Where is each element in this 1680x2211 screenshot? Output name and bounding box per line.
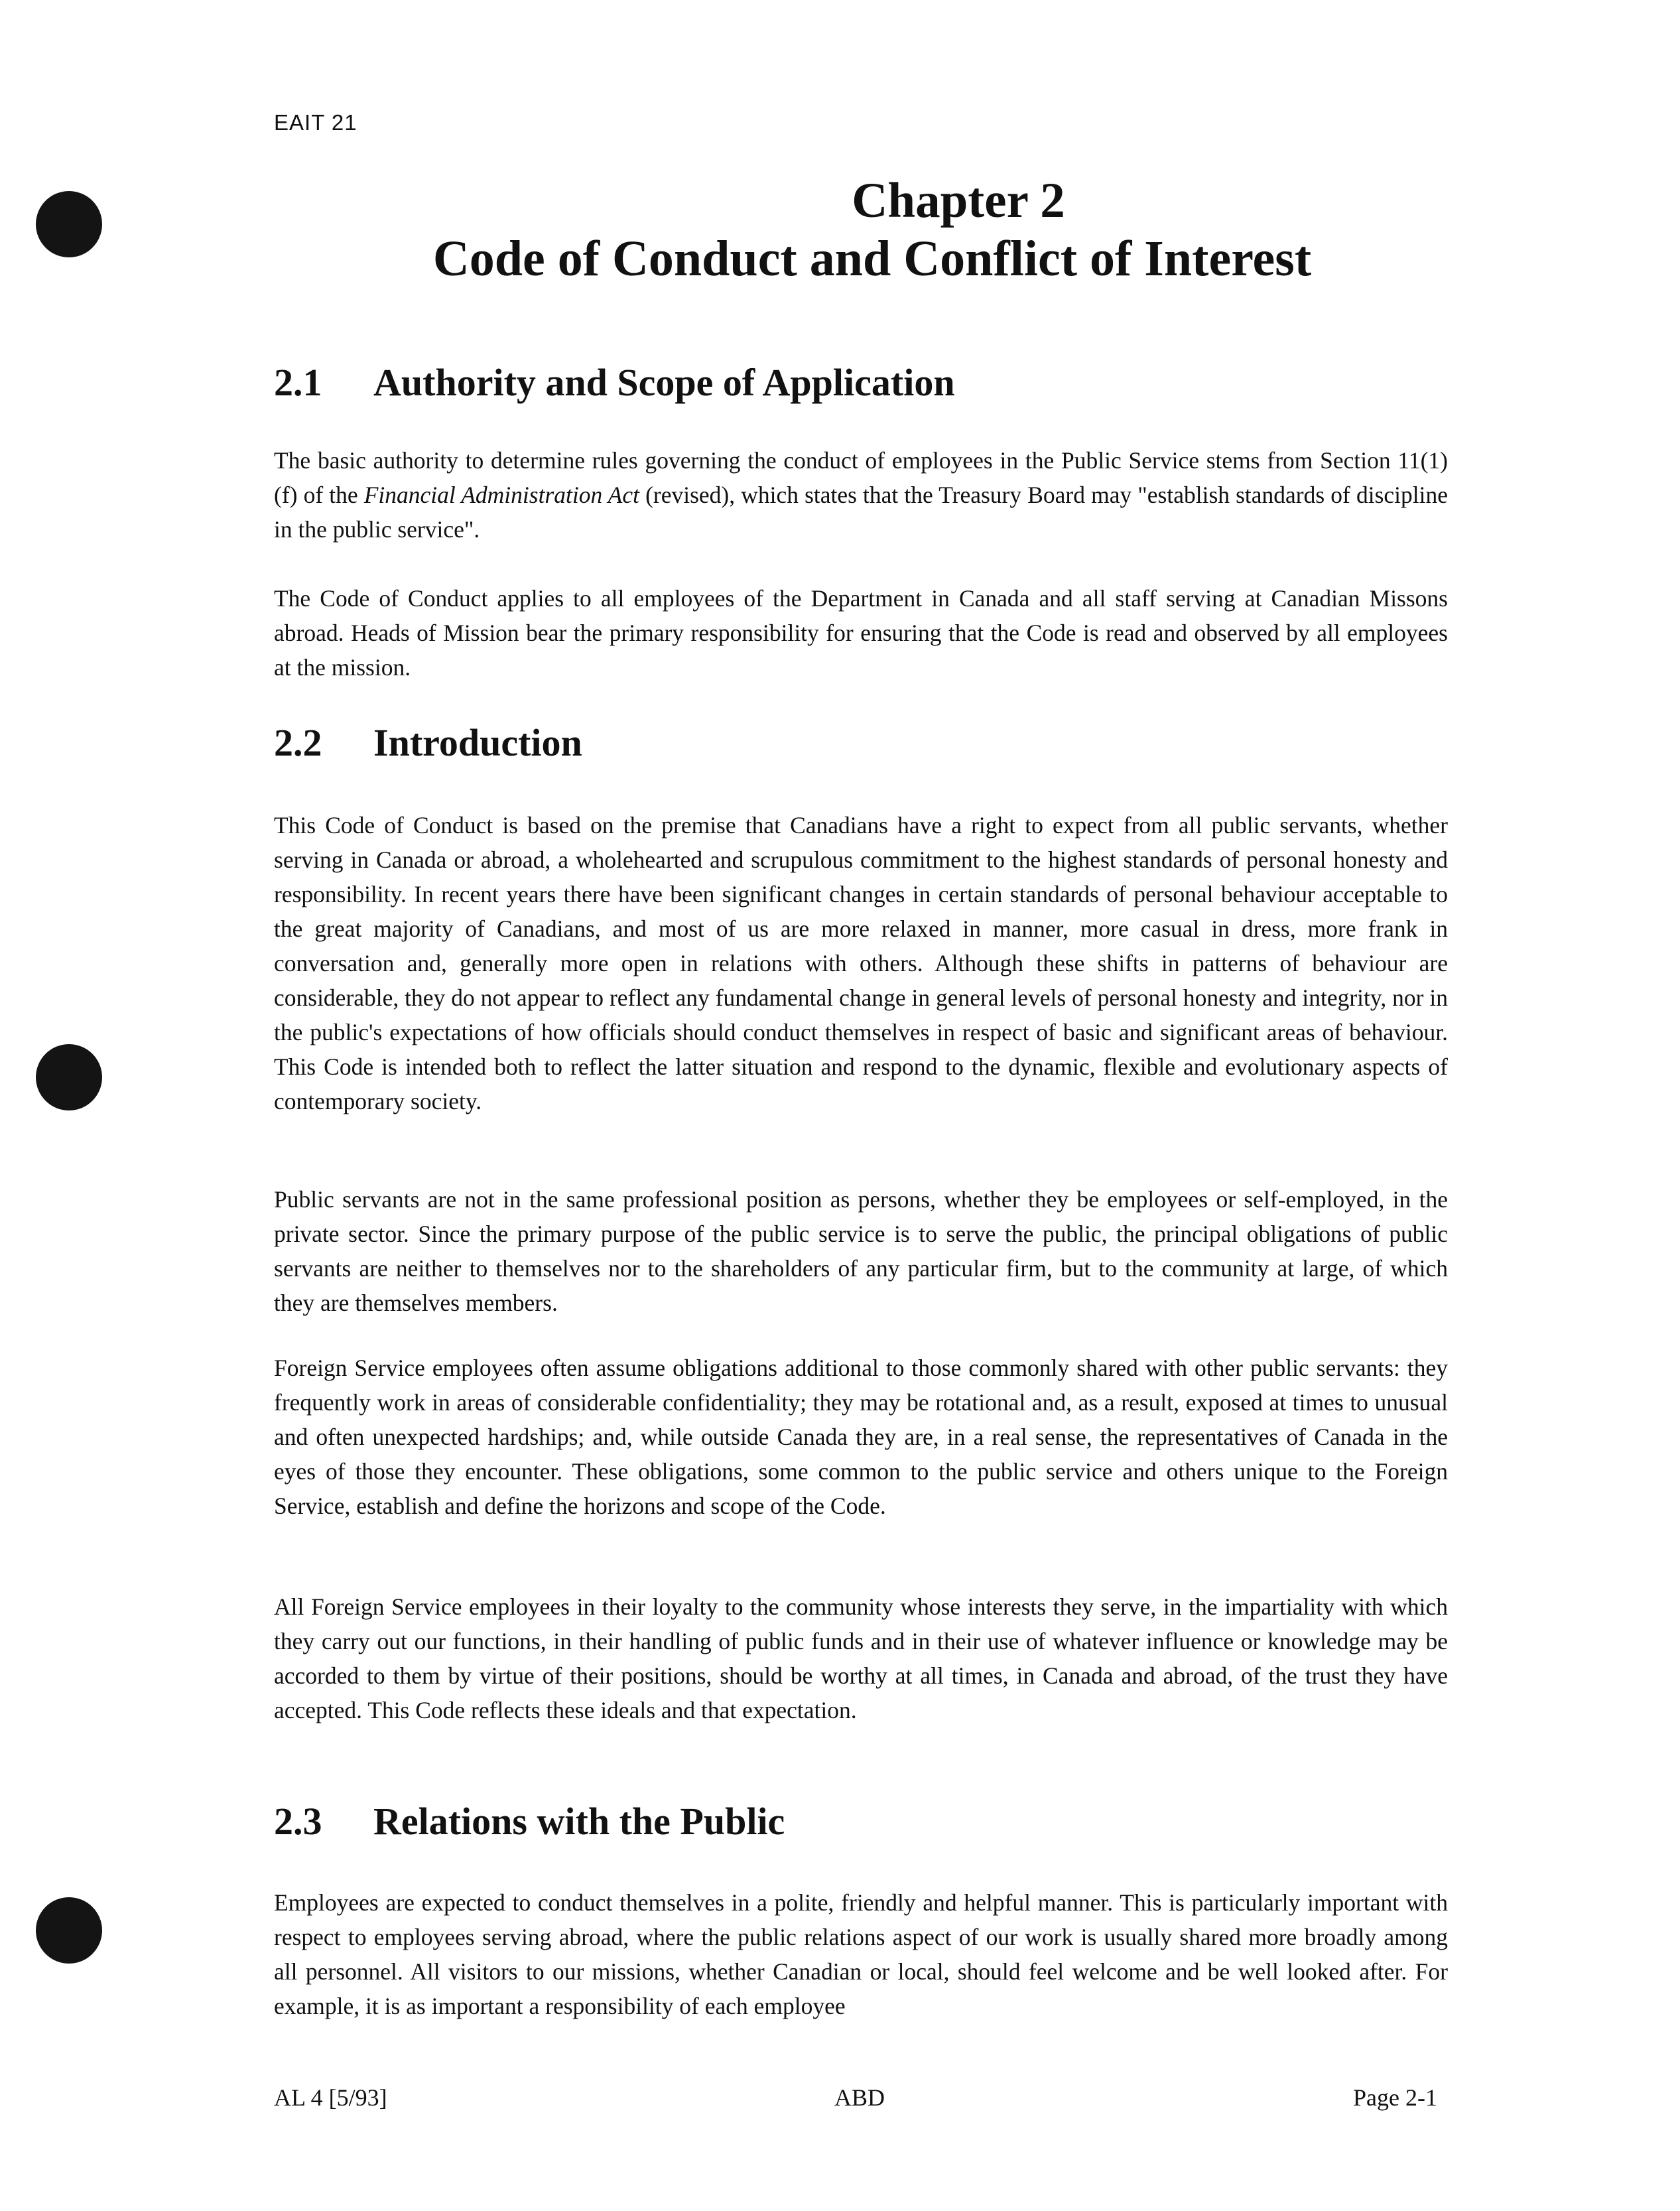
paragraph-text: The basic authority to determine rules governing the conduct of employees in the Public Service stems from Section 11(1)(f) of the	[274, 447, 1448, 508]
paragraph-scope: The Code of Conduct applies to all employees of the Department in Canada and all staff serving at Canadian Missons abroad. Heads of Mission bear the primary responsibility for ensuring that the Code is read and observed by all employees at the mission.	[274, 585, 1448, 681]
paragraph-premise: This Code of Conduct is based on the premise that Canadians have a right to expect from all public servants, whether serving in Canada or abroad, a wholehearted and scrupulous commitment to the highest standards of personal honesty and responsibility. In recent years there have been significant changes in certain standards of personal behaviour acceptable to the great majority of Canadians, and most of us are more relaxed in manner, more casual in dress, more frank in conversation and, generally more open in relations with others. Although these shifts in patterns of behaviour are considerable, they do not appear to reflect any fundamental change in general levels of personal honesty and integrity, nor in the public's expectations of how officials should conduct themselves in respect of basic and significant areas of behaviour. This Code is intended both to reflect the latter situation and respond to the dynamic, flexible and evolutionary aspects of contemporary society.	[274, 812, 1448, 1114]
section-number: 2.2	[274, 721, 322, 764]
chapter-number: Chapter 2	[852, 173, 1065, 228]
chapter-title: Code of Conduct and Conflict of Interest	[432, 231, 1312, 287]
paragraph-text: (revised), which states that the Treasury Board may "establish standards of discipline in the public service".	[274, 482, 1448, 543]
page-number: Page 2-1	[1353, 2084, 1437, 2111]
act-title: Financial Administration Act	[363, 482, 639, 508]
section-number: 2.3	[274, 1800, 322, 1843]
footer-amendment: AL 4 [5/93]	[274, 2084, 387, 2111]
punch-hole	[36, 191, 102, 257]
section-heading-relations	[274, 1798, 1448, 1845]
section-heading-introduction	[274, 720, 1448, 766]
section-title: Authority and Scope of Application	[373, 361, 955, 404]
paragraph-public-servants: Public servants are not in the same professional position as persons, whether they be employees or self-employed, in the private sector. Since the primary purpose of the public service is to serve the public, the principal obligations of public servants are neither to themselves nor to the shareholders of any particular firm, but to the community at large, of which they are themselves members.	[274, 1186, 1448, 1316]
section-number: 2.1	[274, 361, 322, 404]
paragraph-authority	[274, 443, 1448, 547]
paragraph-loyalty: All Foreign Service employees in their loyalty to the community whose interests they serve, in the impartiality with which they carry out our functions, in their handling of public funds and in their use of whatever influence or knowledge may be accorded to them by virtue of their positions, should be worthy at all times, in Canada and abroad, of the trust they have accepted. This Code reflects these ideals and that expectation.	[274, 1593, 1448, 1723]
paragraph-conduct: Employees are expected to conduct themselves in a polite, friendly and helpful manner. This is particularly important with respect to employees serving abroad, where the public relations aspect of our work is usually shared more broadly among all personnel. All visitors to our missions, whether Canadian or local, should feel welcome and be well looked after. For example, it is as important a responsibility of each employee	[274, 1889, 1448, 2019]
document-id: EAIT 21	[274, 110, 357, 135]
punch-hole	[36, 1044, 102, 1110]
footer-code: ABD	[834, 2084, 885, 2111]
paragraph-foreign-service: Foreign Service employees often assume obligations additional to those commonly shared with other public servants: they frequently work in areas of considerable confidentiality; they may be rotational and, as a result, exposed at times to unusual and often unexpected hardships; and, while outside Canada they are, in a real sense, the representatives of Canada in the eyes of those they encounter. These obligations, some common to the public service and others unique to the Foreign Service, establish and define the horizons and scope of the Code.	[274, 1355, 1448, 1519]
punch-hole	[36, 1897, 102, 1964]
section-title: Introduction	[373, 721, 582, 764]
section-heading-authority	[274, 360, 1448, 406]
section-title: Relations with the Public	[373, 1800, 785, 1843]
